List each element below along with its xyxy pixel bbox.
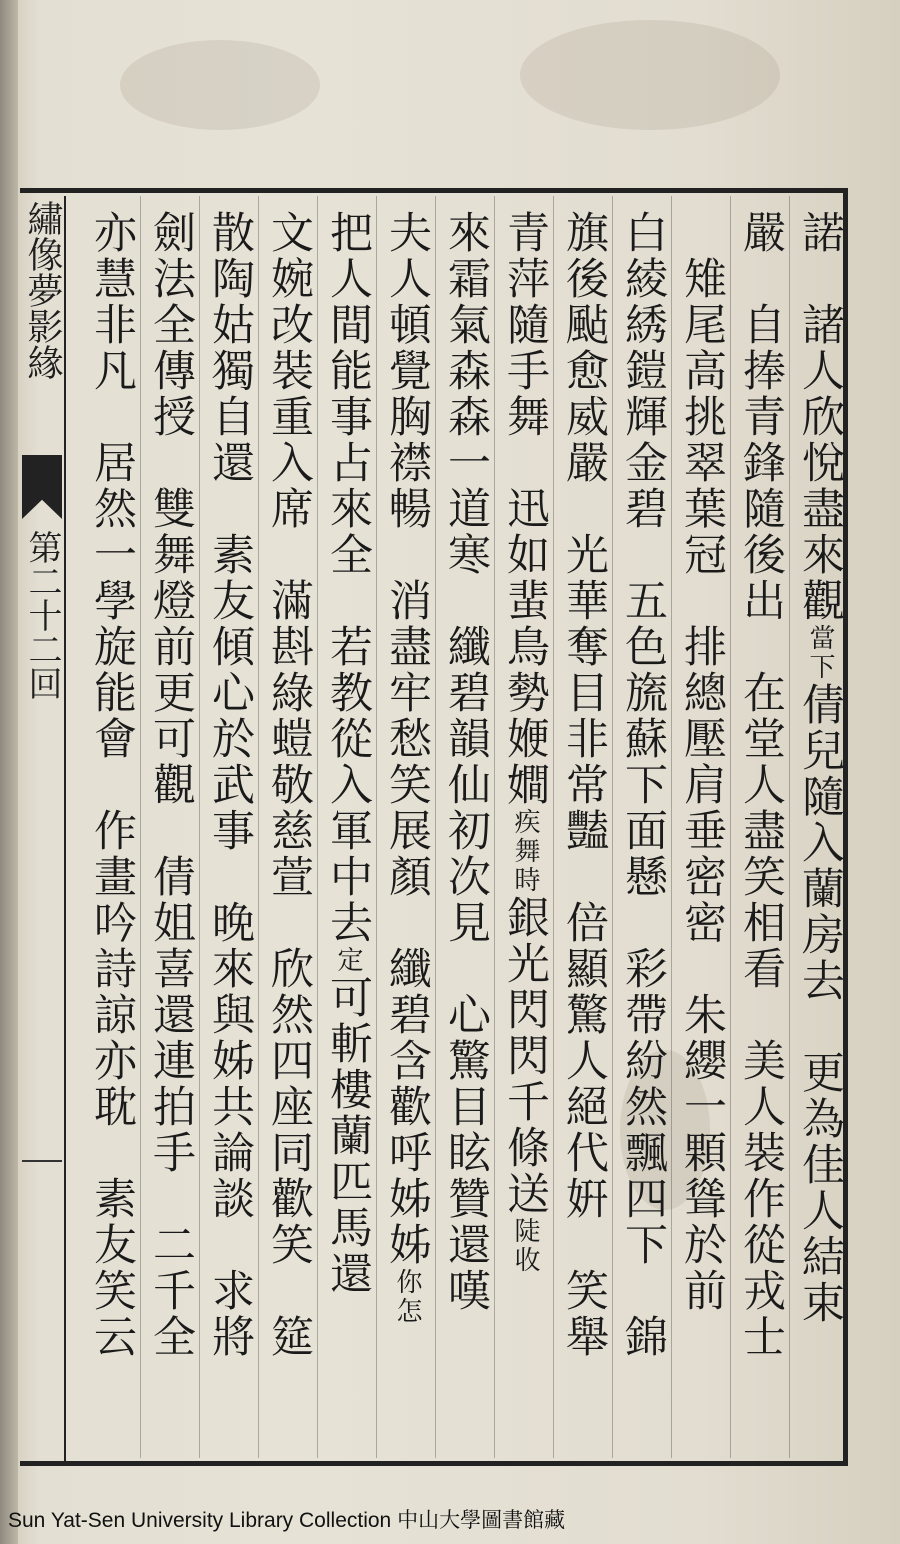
column-text: 散陶姑獨自還 素友傾心於武事 晚來與姊共論談 求將 bbox=[205, 210, 255, 1360]
text-column bbox=[554, 210, 614, 1460]
text-column bbox=[259, 210, 319, 1460]
column-text: 倩兒隨入蘭房去 更為佳人結束 bbox=[795, 682, 845, 1326]
text-column bbox=[495, 210, 555, 1460]
collection-credit: Sun Yat-Sen University Library Collection 中山大學圖書館藏 bbox=[8, 1509, 566, 1532]
text-column bbox=[613, 210, 673, 1460]
interlinear-note: 定 bbox=[333, 946, 363, 975]
column-rule bbox=[376, 196, 377, 1458]
chapter-label: 第二十二回 bbox=[22, 530, 62, 700]
text-column bbox=[377, 210, 437, 1460]
interlinear-note: 當下 bbox=[805, 624, 835, 682]
book-spine-edge bbox=[0, 0, 18, 1544]
text-column bbox=[436, 210, 496, 1460]
column-text: 可斬樓蘭匹馬還 bbox=[323, 975, 373, 1297]
column-rule bbox=[317, 196, 318, 1458]
column-text: 諾 諸人欣悅盡來觀 bbox=[795, 210, 845, 624]
text-column bbox=[790, 210, 850, 1460]
column-text: 把人間能事占來全 若教從入軍中去 bbox=[323, 210, 373, 946]
column-text: 青萍隨手舞 迅如蜚鳥勢㛹𡢃 bbox=[500, 210, 550, 808]
column-rule bbox=[730, 196, 731, 1458]
column-text: 旗後颭愈威嚴 光華奪目非常豔 倍顯驚人絕代姸 笑舉 bbox=[559, 210, 609, 1360]
column-rule bbox=[789, 196, 790, 1458]
text-column bbox=[141, 210, 201, 1460]
column-text: 夫人頓覺胸襟暢 消盡牢愁笑展顏 纖碧含歡呼姊姊 bbox=[382, 210, 432, 1268]
column-rule bbox=[199, 196, 200, 1458]
text-column bbox=[318, 210, 378, 1460]
column-rule bbox=[671, 196, 672, 1458]
text-column bbox=[672, 210, 732, 1460]
column-text: 雉尾高挑翠葉冠 排總壓肩垂密密 朱纓一顆聳於前 bbox=[677, 210, 727, 1314]
column-text: 白綾綉鎧輝金碧 五色旒蘇下面懸 彩帶紛然飄四下 錦 bbox=[618, 210, 668, 1360]
margin-divider bbox=[22, 1160, 62, 1162]
column-rule bbox=[553, 196, 554, 1458]
book-title: 繡像夢影緣 bbox=[22, 200, 63, 380]
column-text: 劍法全傳授 雙舞燈前更可觀 倩姐喜還連拍手 二千全 bbox=[146, 210, 196, 1360]
column-rule bbox=[258, 196, 259, 1458]
paper-stain bbox=[120, 40, 320, 130]
interlinear-note: 陡收 bbox=[510, 1217, 540, 1275]
column-text: 銀光閃閃千條送 bbox=[500, 895, 550, 1217]
text-column bbox=[200, 210, 260, 1460]
column-text: 亦慧非凡 居然一學旋能會 作畫吟詩諒亦耽 素友笑云 bbox=[87, 210, 137, 1360]
text-column bbox=[82, 210, 142, 1460]
interlinear-note: 你怎 bbox=[392, 1268, 422, 1326]
paper-stain bbox=[520, 20, 780, 130]
column-rule bbox=[140, 196, 141, 1458]
text-column bbox=[731, 210, 791, 1460]
interlinear-note: 疾舞時 bbox=[510, 808, 540, 895]
column-text: 文婉改裝重入席 滿斟綠螘敬慈萱 欣然四座同歡笑 筵 bbox=[264, 210, 314, 1360]
column-rule bbox=[612, 196, 613, 1458]
column-rule bbox=[494, 196, 495, 1458]
column-text: 來霜氣森森一道寒 纖碧韻仙初次見 心驚目眩贊還嘆 bbox=[441, 210, 491, 1314]
column-text: 嚴 自捧青鋒隨後出 在堂人盡笑相看 美人裝作從戎士 bbox=[736, 210, 786, 1360]
column-rule bbox=[435, 196, 436, 1458]
block-center-margin bbox=[20, 196, 66, 1462]
